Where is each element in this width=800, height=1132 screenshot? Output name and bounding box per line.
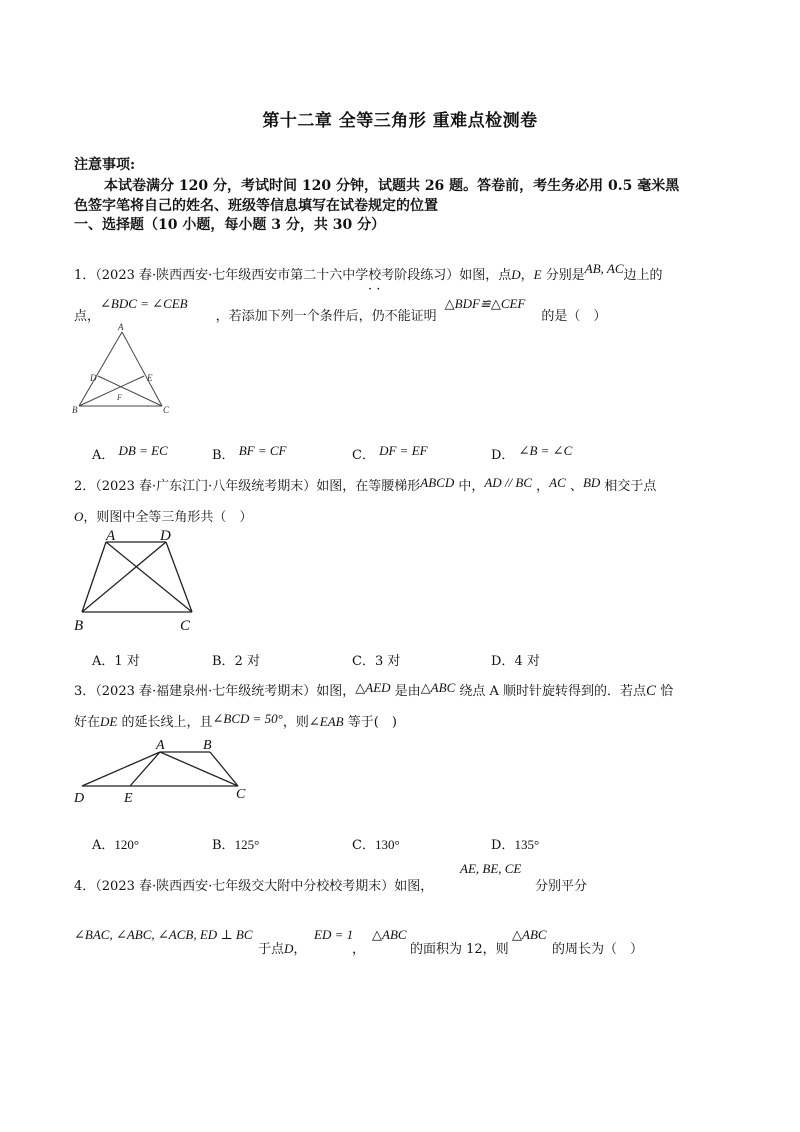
option-label: A．: [92, 448, 115, 463]
question-4-line-2: [258, 938, 306, 957]
question-3-stem: 3．（2023 春·福建泉州·七年级统考期末）如图，: [74, 684, 356, 699]
comma: ，: [352, 942, 366, 957]
option-label: A．: [92, 654, 115, 669]
question-2-option-a[interactable]: [92, 650, 140, 669]
label-b: B: [74, 618, 84, 634]
option-label: D．: [491, 654, 515, 669]
ed-length: ED = 1: [314, 927, 354, 942]
notice-heading: 注意事项:: [74, 157, 136, 173]
label-a: A: [156, 738, 165, 753]
option-text: DF = EF: [379, 443, 428, 458]
comma: ，: [293, 942, 307, 957]
triangle-aed: △AED: [355, 680, 391, 695]
option-label: D．: [491, 448, 515, 463]
question-1-line-1: [74, 261, 663, 283]
option-label: C．: [352, 654, 375, 669]
option-text: 1 对: [114, 654, 140, 669]
question-1-option-c[interactable]: [352, 444, 428, 463]
figure-3-rotation: [70, 734, 260, 806]
question-1-option-d[interactable]: [491, 444, 572, 463]
section-heading: 一、选择题（10 小题，每小题 3 分，共 30 分）: [74, 217, 386, 233]
option-label: A．: [92, 838, 115, 853]
question-1-line-2-a: 点，: [74, 309, 101, 324]
point-e: E: [533, 267, 542, 282]
option-label: B．: [212, 448, 235, 463]
segments-ab-ac: AB, AC: [584, 261, 624, 276]
segment-de: DE: [100, 714, 118, 729]
label-d: D: [90, 373, 97, 383]
question-2-stem: 2．（2023 春·广东江门·八年级统考期末）如图，在等腰梯形: [74, 479, 421, 494]
angle-eab: ∠EAB: [308, 714, 344, 729]
angle-list: ∠BAC, ∠ABC, ∠ACB, ED ⊥ BC: [74, 927, 253, 942]
label-c: C: [180, 618, 191, 634]
question-4-tail: 分别平分: [535, 879, 588, 894]
bisector-segments: AE, BE, CE: [460, 861, 522, 876]
label-f: F: [117, 393, 122, 402]
point-d: D: [284, 941, 294, 956]
emphasis-dots: · ·: [368, 282, 381, 297]
point-o: O: [74, 509, 84, 524]
trapezoid-abcd: ABCD: [420, 475, 455, 490]
angle-bcd: ∠BCD = 50°: [212, 711, 283, 726]
figure-2-trapezoid: [68, 528, 208, 636]
figure-1-triangle: [64, 320, 174, 420]
question-3-text: 绕点 A 顺时针旋转得到的．若点: [455, 684, 647, 699]
label-d: D: [160, 528, 171, 544]
question-2-line-1: [74, 475, 656, 494]
point-d: D: [511, 267, 521, 282]
question-2-option-b[interactable]: [212, 650, 260, 669]
question-1-stem: 1．（2023 春·陕西西安·七年级西安市第二十六中学校考阶段练习）如图，点: [74, 268, 512, 283]
option-label: C．: [352, 838, 375, 853]
question-4-line-2-b: 的面积为 12，则: [410, 942, 509, 957]
option-text: 120°: [114, 837, 140, 852]
option-label: B．: [212, 838, 235, 853]
question-3-line-2-c: ，则: [282, 715, 309, 730]
label-b: B: [72, 405, 78, 415]
question-3-line-2-a: 好在: [74, 715, 101, 730]
question-3-option-a[interactable]: [92, 834, 139, 853]
comma: ，: [520, 268, 534, 283]
separator: 、: [565, 479, 583, 494]
notice-line-1: 本试卷满分 120 分，考试时间 120 分钟，试题共 26 题。答卷前，考生务必用 0.5 毫米黑: [104, 178, 680, 194]
option-text: DB = EC: [118, 443, 168, 458]
option-text: 2 对: [234, 654, 260, 669]
triangle-abc-1: △ABC: [372, 927, 407, 942]
question-1-mid: 分别是: [541, 268, 585, 283]
question-3-option-b[interactable]: [212, 834, 259, 853]
question-4-stem: 4．（2023 春·陕西西安·七年级交大附中分校校考期末）如图，: [74, 879, 434, 894]
question-3-line-1: [74, 680, 673, 700]
triangle-abc-2: △ABC: [512, 927, 547, 942]
question-1-line-2-b: ，若添加下列一个条件后，仍不能证明: [215, 309, 437, 324]
question-1-tail: 边上的: [623, 268, 663, 283]
label-a: A: [106, 528, 116, 544]
question-4-line-2-a: 于点: [258, 942, 285, 957]
page-title: 第十二章 全等三角形 重难点检测卷: [262, 111, 538, 131]
question-2-line-2-text: ，则图中全等三角形共（ ）: [83, 510, 253, 525]
question-3-option-d[interactable]: [491, 834, 539, 853]
segment-bd: BD: [582, 475, 601, 490]
option-text: 3 对: [374, 654, 401, 669]
label-e: E: [124, 791, 133, 806]
separator: ，: [532, 479, 550, 494]
question-3-line-2-b: 的延长线上，且: [117, 715, 213, 730]
question-2-option-d[interactable]: [491, 650, 540, 669]
label-c: C: [163, 405, 170, 415]
segment-ac: AC: [549, 475, 566, 490]
label-d: D: [74, 791, 85, 806]
option-text: 135°: [514, 837, 540, 852]
option-text: 125°: [234, 837, 260, 852]
option-label: D．: [491, 838, 515, 853]
question-3-line-2: [74, 711, 397, 730]
label-e: E: [147, 373, 153, 383]
question-1-option-b[interactable]: [212, 444, 286, 463]
question-3-tail: 恰: [656, 684, 674, 699]
notice-line-2: 色签字笔将自己的姓名、班级等信息填写在试卷规定的位置: [74, 198, 438, 214]
question-3-option-c[interactable]: [352, 834, 400, 853]
question-3-text: 是由: [390, 684, 421, 699]
option-text: ∠B = ∠C: [518, 443, 573, 458]
question-1-option-a[interactable]: [92, 444, 168, 463]
label-a: A: [118, 322, 124, 332]
question-2-line-2: [74, 506, 252, 525]
question-4-line-1: [74, 875, 433, 894]
question-2-text: 中，: [454, 479, 485, 494]
point-c: C: [646, 683, 657, 699]
option-text: BF = CF: [238, 443, 287, 458]
question-1-line-2-c: 的是（ ）: [541, 309, 607, 324]
question-2-option-c[interactable]: [352, 650, 400, 669]
triangle-abc: △ABC: [420, 680, 456, 695]
option-text: 4 对: [514, 654, 540, 669]
option-label: B．: [212, 654, 235, 669]
label-b: B: [203, 738, 212, 753]
parallel-condition: AD // BC: [484, 475, 533, 490]
label-c: C: [236, 787, 246, 802]
question-4-line-2-c: 的周长为（ ）: [552, 942, 644, 957]
congruence-statement: △BDF≌△CEF: [444, 296, 526, 311]
option-label: C．: [352, 448, 375, 463]
angle-condition: ∠BDC = ∠CEB: [100, 296, 188, 311]
option-text: 130°: [374, 837, 400, 852]
question-3-line-2-d: 等于( ): [343, 715, 397, 730]
question-2-tail: 相交于点: [600, 479, 657, 494]
